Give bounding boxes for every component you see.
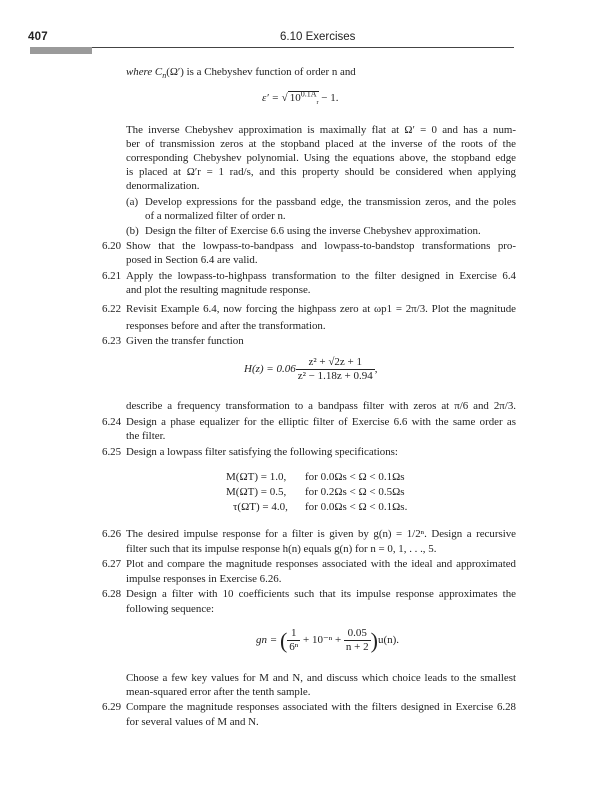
section-title: 6.10 Exercises bbox=[280, 31, 356, 43]
page-number: 407 bbox=[28, 31, 48, 43]
intro-paragraph-line-2: ber of transmission zeros at the stopband placed at the inverse of the roots of the bbox=[126, 138, 516, 150]
exercise-number: 6.25 bbox=[102, 446, 122, 458]
item-label: (b) bbox=[126, 225, 139, 237]
spec-lhs: τ(ΩT) = 4.0, bbox=[233, 501, 288, 513]
exercise-line: responses before and after the transformation. bbox=[126, 320, 326, 332]
exercise-line: Compare the magnitude responses associated with the filters designed in Exercise 6.28 bbox=[126, 701, 516, 713]
exercise-line: Design a filter with 10 coefficients such that its impulse response approximates the bbox=[126, 588, 516, 600]
item-b-line-1: Design the filter of Exercise 6.6 using the inverse Chebyshev approximation. bbox=[145, 225, 481, 237]
exercise-number: 6.28 bbox=[102, 588, 122, 600]
item-label: (a) bbox=[126, 196, 139, 208]
exercise-line: impulse responses in Exercise 6.26. bbox=[126, 573, 282, 585]
exercise-number: 6.26 bbox=[102, 528, 122, 540]
intro-paragraph-line-4: is placed at Ω′r = 1 rad/s, and this property should be considered when applying bbox=[126, 166, 516, 178]
where-line: where $C_n(\Omega')$ is a Chebyshev function of order n and bbox=[126, 66, 356, 81]
exercise-number: 6.20 bbox=[102, 240, 122, 252]
header-bar bbox=[30, 47, 92, 54]
exercise-number: 6.23 bbox=[102, 335, 122, 347]
spec-rhs: for 0.0Ωs < Ω < 0.1Ωs bbox=[305, 471, 405, 483]
exercise-line: Plot and compare the magnitude responses associated with the ideal and approximated bbox=[126, 558, 516, 570]
intro-paragraph-line-5: denormalization. bbox=[126, 180, 200, 192]
transfer-function-equation: H(z) = 0.06 $\frac{\text{z² + √2z + 1}}{\text{z² − 1.18z + 0.94}}$ , bbox=[244, 356, 378, 382]
transfer-followup: describe a frequency transformation to a bandpass filter with zeros at π/6 and 2π/3. bbox=[126, 400, 516, 412]
exercise-line: The desired impulse response for a filter is given by g(n) = 1/2ⁿ. Design a recursive bbox=[126, 528, 516, 540]
intro-paragraph-line-1: The inverse Chebyshev approximation is maximally flat at Ω′ = 0 and has a num- bbox=[126, 124, 516, 136]
exercise-line: and plot the resulting magnitude response. bbox=[126, 284, 311, 296]
exercise-line: Show that the lowpass-to-bandpass and lowpass-to-bandstop transformations pro- bbox=[126, 240, 516, 252]
sequence-followup-line-2: mean-squared error after the tenth sample. bbox=[126, 686, 311, 698]
exercise-line: Design a lowpass filter satisfying the following specifications: bbox=[126, 446, 398, 458]
exercise-number: 6.21 bbox=[102, 270, 122, 282]
header-rule bbox=[30, 47, 514, 48]
exercise-number: 6.22 bbox=[102, 303, 122, 315]
spec-rhs: for 0.2Ωs < Ω < 0.5Ωs bbox=[305, 486, 405, 498]
item-a-line-1: Develop expressions for the passband edge, the transmission zeros, and the poles bbox=[145, 196, 516, 208]
exercise-line: following sequence: bbox=[126, 603, 215, 615]
exercise-line: filter such that its impulse response h(n) equals g(n) for n = 0, 1, . . ., 5. bbox=[126, 543, 437, 555]
exercise-line: Apply the lowpass-to-highpass transformation to the filter designed in Exercise 6.4 bbox=[126, 270, 516, 282]
exercise-line: posed in Section 6.4 are valid. bbox=[126, 254, 258, 266]
epsilon-equation: ε′ = √ $10^{0.1A}_r - 1$. bbox=[262, 89, 339, 107]
exercise-line: Revisit Example 6.4, now forcing the highpass zero at ωp1 = 2π/3. Plot the magnitude bbox=[126, 303, 516, 315]
exercise-line: the filter. bbox=[126, 430, 166, 442]
sequence-equation: gn = ( $\frac{1}{\text{6ⁿ}}$ + 10⁻ⁿ + $\frac{0.05}{n + 2}$ )u(n). bbox=[256, 627, 400, 653]
exercise-number: 6.27 bbox=[102, 558, 122, 570]
exercise-line: Design a phase equalizer for the elliptic filter of Exercise 6.6 with the same order as bbox=[126, 416, 516, 428]
spec-rhs: for 0.0Ωs < Ω < 0.1Ωs. bbox=[305, 501, 408, 513]
exercise-number: 6.24 bbox=[102, 416, 122, 428]
item-a-line-2: of a normalized filter of order n. bbox=[145, 210, 286, 222]
spec-lhs: M(ΩT) = 1.0, bbox=[226, 471, 287, 483]
spec-lhs: M(ΩT) = 0.5, bbox=[226, 486, 287, 498]
exercise-number: 6.29 bbox=[102, 701, 122, 713]
intro-paragraph-line-3: corresponding Chebyshev polynomial. Using the equations above, the stopband edge bbox=[126, 152, 516, 164]
exercise-line: for several values of M and N. bbox=[126, 716, 259, 728]
exercise-line: Given the transfer function bbox=[126, 335, 244, 347]
sequence-followup-line-1: Choose a few key values for M and N, and discuss which choice leads to the smallest bbox=[126, 672, 516, 684]
